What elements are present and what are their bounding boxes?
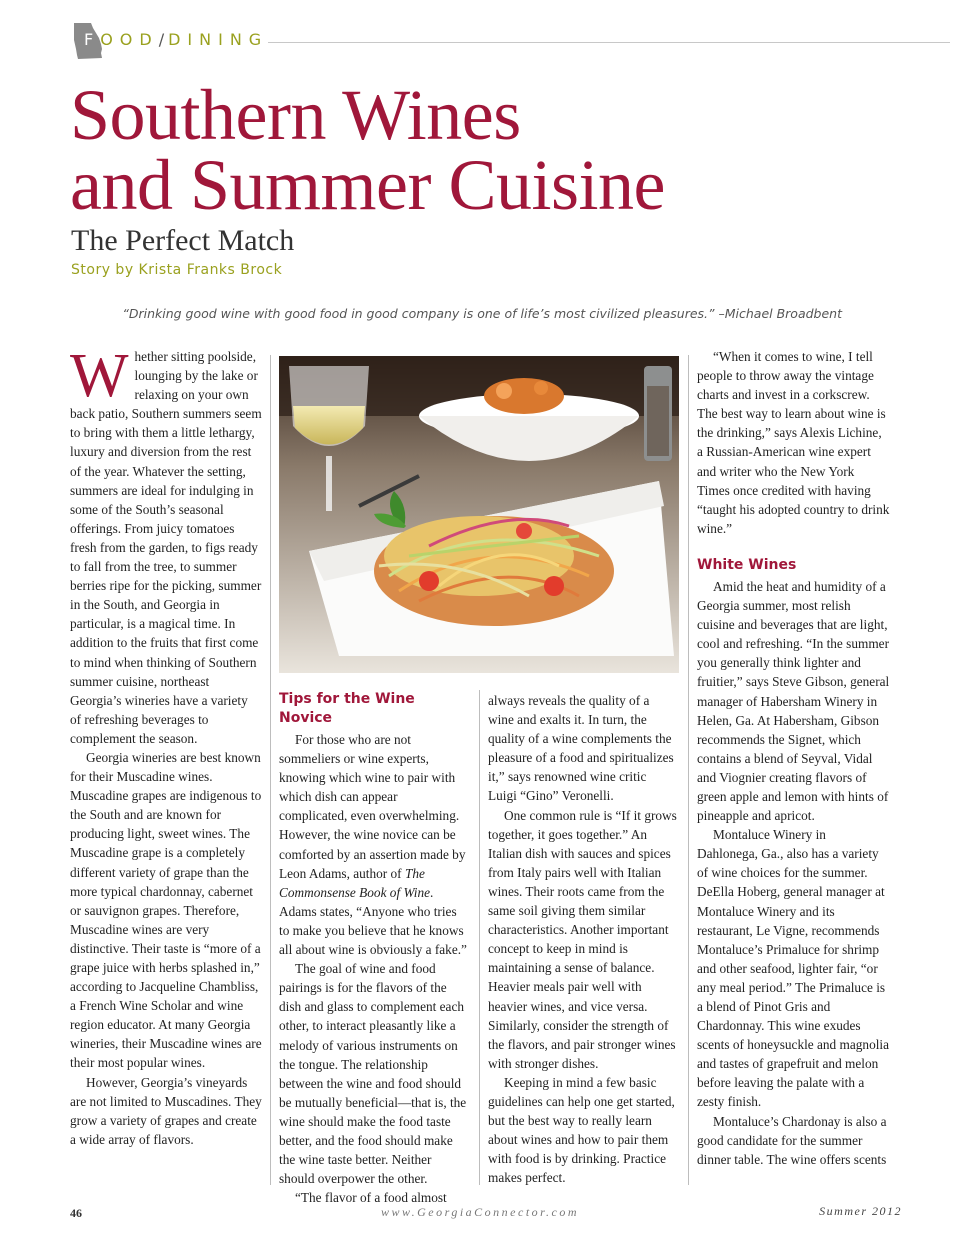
header-rule: [268, 42, 950, 43]
issue-date: Summer 2012: [819, 1204, 902, 1218]
paragraph: Amid the heat and humidity of a Georgia summer, most relish cuisine and beverages that are light, cool and refreshing. “In the summer you generally think lighter and fruitier,” says Steve Gibson, general manager of Habersham Winery in Helen, Ga. At Habersham, Gibson recommends the Signet, which contains a blend of Seyval, Vidal and Viognier creating flavors of green apple and lemon with hints of pineapple and apricot.: [697, 578, 890, 824]
column-1: [70, 342, 262, 1149]
paragraph: Georgia wineries are best known for their Muscadine wines. Muscadine grapes are indigenous to the South and are known for producing light, sweet wines. The Muscadine grape is a completely different variety of grape than the more typical chardonnay, cabernet or sauvignon grapes. Therefore, Muscadine wines are very distinctive. Their taste is “more of a grape juice with herbs splashed in,” according to Jacqueline Chambliss, a French Wine Scholar and wine region educator. At many Georgia wineries, their Muscadine wines are their most popular wines.: [70, 749, 262, 1071]
section-label: FOOD/DINING: [84, 30, 269, 49]
section-heading-tips: Tips for the Wine Novice: [279, 691, 415, 726]
paragraph: The goal of wine and food pairings is for the flavors of the dish and glass to complement each other, to interact pleasantly like a melody of various instruments on the tongue. The relationship between the wine and food should be mutually beneficial—that is, the wine should make the food taste better, and the food should make the wine taste better. Neither should overpower the other.: [279, 961, 467, 1187]
paragraph: Montaluce’s Chardonay is also a good candidate for the summer dinner table. The wine offers scents: [697, 1113, 887, 1167]
food-wine-photo: [279, 356, 679, 673]
page-number: 46: [70, 1206, 82, 1220]
paragraph: For those who are not sommeliers or wine experts, knowing which wine to pair with which dish can appear complicated, even overwhelming. However, the wine novice can be comforted by an assertion made by Leon Adams, author of The Commonsense Book of Wine. Adams states, “Anyone who tries to make you believe that he knows all about wine is obviously a fake.”: [279, 732, 467, 958]
column-divider: [479, 690, 480, 1185]
paragraph: “The flavor of a food almost: [295, 1190, 447, 1206]
column-4: [697, 347, 890, 1169]
article-subtitle: The Perfect Match: [71, 224, 295, 257]
paragraph: Keeping in mind a few basic guidelines can help one get started, but the best way to really learn about wines and how to pair them with food is by drinking. Practice makes perfect.: [488, 1074, 675, 1186]
paragraph: always reveals the quality of a wine and exalts it. In turn, the quality of a wine complements the pleasure of a food and spiritualizes it,” says renowned wine critic Luigi “Gino” Veronelli.: [488, 693, 674, 804]
paragraph: Whether sitting poolside, lounging by the lake or relaxing on your own back patio, Southern summers seem to bring with them a little lethargy, luxury and diversion from the rest of the year. Whatever the setting, summers are ideal for indulging in some of the South’s seasonal offerings. From juicy tomatoes fresh from the garden, to figs ready to fall from the tree, to summer berries ripe for the picking, summer in the South, and Georgia in particular, is a magical time. In addition to the fruits that first come to mind when thinking of Southern summer cuisine, northeast Georgia’s wineries have a variety of refreshing beverages to complement the season.: [70, 342, 262, 746]
book-title: The Commonsense Book of Wine: [279, 865, 431, 900]
column-2: [279, 691, 467, 1207]
column-3: [488, 691, 678, 1187]
food-wine-illustration: [279, 356, 679, 673]
article-title: [70, 75, 665, 225]
paragraph: “When it comes to wine, I tell people to throw away the vintage charts and invest in a corkscrew. The best way to learn about wine is the drinking,” says Alexis Lichine, a Russian-American wine expert and writer who the New York Times once credited with having “taught his adopted country to drink wine.”: [697, 349, 890, 536]
paragraph: Montaluce Winery in Dahlonega, Ga., also has a variety of wine choices for the summer. DeElla Hoberg, general manager at Montaluce Winery and its restaurant, Le Vigne, recommends Montaluce’s Primaluce for shrimp and other seafood, lighter fair, “or any meal period.” The Primaluce is a blend of Pinot Gris and Chardonnay. This wine exudes scents of honeysuckle and magnolia and tastes of grapefruit and melon before leaving the palate with a zesty finish.: [697, 827, 890, 1110]
column-divider: [270, 355, 271, 1185]
section-heading-white-wines: White Wines: [697, 556, 797, 573]
paragraph: However, Georgia’s vineyards are not limited to Muscadines. They grow a variety of grapes and create a wide array of flavors.: [70, 1074, 262, 1147]
paragraph: One common rule is “If it grows together, it goes together.” An Italian dish with sauces and spices from Italy pairs well with Italian wines. Their roots came from the same soil giving them similar characteristics. Another important concept to keep in mind is maintaining a sense of balance. Heavier meals pair well with heavier wines, and vice versa. Similarly, consider the strength of the flavors, and pair stronger wines with stronger dishes.: [488, 807, 677, 1071]
pull-quote: “Drinking good wine with good food in good company is one of life’s most civilized pleasures.” –Michael Broadbent: [122, 306, 842, 321]
website-url: www.GeorgiaConnector.com: [381, 1205, 579, 1219]
byline: Story by Krista Franks Brock: [71, 262, 283, 278]
title-line-2: and Summer Cuisine: [70, 145, 665, 225]
drop-cap: W: [70, 342, 129, 410]
title-line-1: Southern Wines: [70, 75, 521, 155]
column-divider: [688, 355, 689, 1185]
